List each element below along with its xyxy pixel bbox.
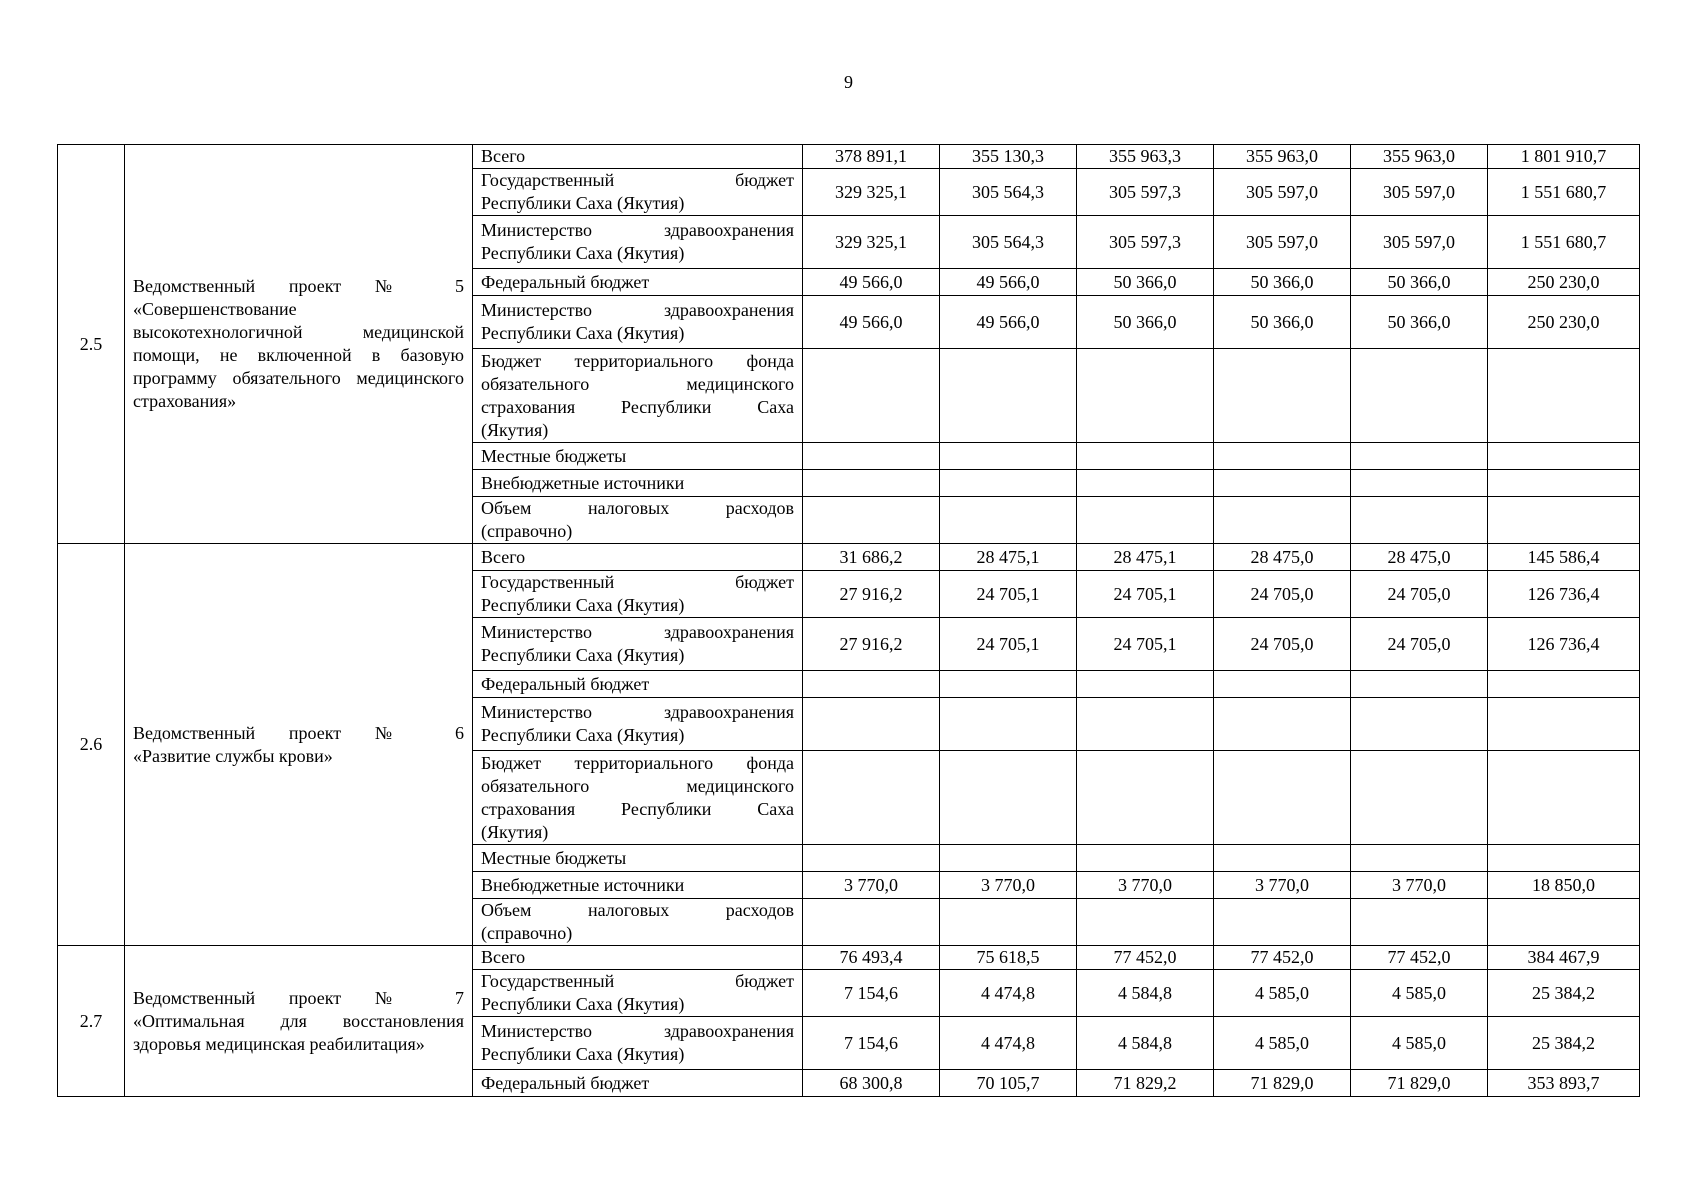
project-description: «Оптимальная для восстановления здоровья медицинская реабилитация» bbox=[133, 1010, 464, 1054]
value-year-1 bbox=[803, 899, 940, 946]
value-year-4: 4 585,0 bbox=[1214, 1017, 1351, 1070]
project-name bbox=[125, 946, 473, 1097]
funding-source bbox=[473, 497, 803, 544]
value-total: 1 801 910,7 bbox=[1488, 145, 1640, 169]
value-year-4: 4 585,0 bbox=[1214, 970, 1351, 1017]
value-year-4: 71 829,0 bbox=[1214, 1070, 1351, 1097]
funding-source-line: Республики Саха (Якутия) bbox=[481, 595, 685, 615]
funding-source bbox=[473, 216, 803, 269]
value-year-5: 4 585,0 bbox=[1351, 970, 1488, 1017]
value-year-3 bbox=[1077, 349, 1214, 443]
funding-source bbox=[473, 571, 803, 618]
value-year-4 bbox=[1214, 470, 1351, 497]
funding-source bbox=[473, 1017, 803, 1070]
value-year-1: 378 891,1 bbox=[803, 145, 940, 169]
value-year-1: 329 325,1 bbox=[803, 216, 940, 269]
value-year-1: 31 686,2 bbox=[803, 544, 940, 571]
value-year-3: 50 366,0 bbox=[1077, 269, 1214, 296]
value-total: 126 736,4 bbox=[1488, 618, 1640, 671]
value-year-2 bbox=[940, 751, 1077, 845]
value-year-3 bbox=[1077, 671, 1214, 698]
value-year-1 bbox=[803, 698, 940, 751]
value-year-5 bbox=[1351, 899, 1488, 946]
value-year-5 bbox=[1351, 497, 1488, 544]
value-year-3 bbox=[1077, 899, 1214, 946]
section-number: 2.5 bbox=[58, 145, 125, 544]
value-total bbox=[1488, 671, 1640, 698]
project-description: «Совершенствование высокотехнологичной медицинской помощи, не включенной в базовую программу обязательного медицинского страхования» bbox=[133, 299, 464, 411]
funding-source-line: Объем налоговых расходов bbox=[481, 498, 794, 518]
table-row bbox=[58, 145, 1640, 169]
value-year-2 bbox=[940, 443, 1077, 470]
value-total: 353 893,7 bbox=[1488, 1070, 1640, 1097]
value-year-4: 305 597,0 bbox=[1214, 216, 1351, 269]
value-year-2: 75 618,5 bbox=[940, 946, 1077, 970]
value-year-2 bbox=[940, 698, 1077, 751]
value-year-3: 50 366,0 bbox=[1077, 296, 1214, 349]
value-year-5 bbox=[1351, 845, 1488, 872]
funding-source-line: (справочно) bbox=[481, 521, 573, 541]
project-title-line: Ведомственный проект № 5 bbox=[133, 276, 464, 296]
value-year-4 bbox=[1214, 349, 1351, 443]
funding-source: Внебюджетные источники bbox=[473, 872, 803, 899]
value-year-5: 71 829,0 bbox=[1351, 1070, 1488, 1097]
value-total bbox=[1488, 443, 1640, 470]
value-year-2: 49 566,0 bbox=[940, 269, 1077, 296]
value-total bbox=[1488, 899, 1640, 946]
value-year-3 bbox=[1077, 845, 1214, 872]
value-year-1 bbox=[803, 470, 940, 497]
value-year-3: 24 705,1 bbox=[1077, 618, 1214, 671]
value-year-3: 77 452,0 bbox=[1077, 946, 1214, 970]
value-year-5: 355 963,0 bbox=[1351, 145, 1488, 169]
project-name bbox=[125, 145, 473, 544]
value-year-4: 24 705,0 bbox=[1214, 618, 1351, 671]
value-year-1 bbox=[803, 751, 940, 845]
funding-source-line: Министерство здравоохранения bbox=[481, 220, 794, 240]
value-year-3: 4 584,8 bbox=[1077, 970, 1214, 1017]
value-year-3 bbox=[1077, 497, 1214, 544]
value-total: 250 230,0 bbox=[1488, 269, 1640, 296]
value-year-2 bbox=[940, 899, 1077, 946]
funding-source bbox=[473, 296, 803, 349]
value-year-4: 3 770,0 bbox=[1214, 872, 1351, 899]
value-year-4 bbox=[1214, 671, 1351, 698]
table-row bbox=[58, 544, 1640, 571]
funding-source-line: (Якутия) bbox=[481, 821, 549, 842]
value-year-3: 3 770,0 bbox=[1077, 872, 1214, 899]
value-year-5: 50 366,0 bbox=[1351, 269, 1488, 296]
funding-source-line: Республики Саха (Якутия) bbox=[481, 193, 685, 213]
value-year-4: 28 475,0 bbox=[1214, 544, 1351, 571]
value-year-2: 24 705,1 bbox=[940, 571, 1077, 618]
section-number: 2.7 bbox=[58, 946, 125, 1097]
value-year-5 bbox=[1351, 349, 1488, 443]
value-year-1: 7 154,6 bbox=[803, 1017, 940, 1070]
value-year-2: 24 705,1 bbox=[940, 618, 1077, 671]
value-total bbox=[1488, 845, 1640, 872]
value-year-3 bbox=[1077, 470, 1214, 497]
funding-source: Всего bbox=[473, 145, 803, 169]
value-year-3: 4 584,8 bbox=[1077, 1017, 1214, 1070]
project-description: «Развитие службы крови» bbox=[133, 745, 333, 766]
value-year-2: 355 130,3 bbox=[940, 145, 1077, 169]
funding-source-line: (Якутия) bbox=[481, 419, 549, 440]
funding-source-line: Республики Саха (Якутия) bbox=[481, 323, 685, 343]
value-total bbox=[1488, 497, 1640, 544]
value-year-4: 24 705,0 bbox=[1214, 571, 1351, 618]
value-year-4: 77 452,0 bbox=[1214, 946, 1351, 970]
value-year-2: 4 474,8 bbox=[940, 970, 1077, 1017]
value-total: 145 586,4 bbox=[1488, 544, 1640, 571]
value-year-1: 329 325,1 bbox=[803, 169, 940, 216]
value-year-1: 3 770,0 bbox=[803, 872, 940, 899]
funding-source bbox=[473, 349, 803, 443]
value-total bbox=[1488, 349, 1640, 443]
funding-source-line: Государственный бюджет bbox=[481, 170, 794, 190]
funding-source-line: обязательного медицинского bbox=[481, 775, 794, 796]
value-year-4: 355 963,0 bbox=[1214, 145, 1351, 169]
value-total: 1 551 680,7 bbox=[1488, 216, 1640, 269]
value-year-4 bbox=[1214, 751, 1351, 845]
value-total: 384 467,9 bbox=[1488, 946, 1640, 970]
section-number: 2.6 bbox=[58, 544, 125, 946]
value-year-2 bbox=[940, 349, 1077, 443]
value-year-2: 28 475,1 bbox=[940, 544, 1077, 571]
funding-source bbox=[473, 698, 803, 751]
value-year-1 bbox=[803, 443, 940, 470]
funding-source: Федеральный бюджет bbox=[473, 1070, 803, 1097]
value-year-3 bbox=[1077, 443, 1214, 470]
project-name bbox=[125, 544, 473, 946]
value-year-1 bbox=[803, 497, 940, 544]
funding-source bbox=[473, 169, 803, 216]
value-total bbox=[1488, 751, 1640, 845]
value-year-2: 305 564,3 bbox=[940, 216, 1077, 269]
value-year-1 bbox=[803, 845, 940, 872]
value-year-4 bbox=[1214, 698, 1351, 751]
value-year-4: 50 366,0 bbox=[1214, 269, 1351, 296]
value-year-4 bbox=[1214, 845, 1351, 872]
table-row bbox=[58, 946, 1640, 970]
value-year-2: 49 566,0 bbox=[940, 296, 1077, 349]
funding-source: Федеральный бюджет bbox=[473, 671, 803, 698]
value-year-5: 3 770,0 bbox=[1351, 872, 1488, 899]
value-year-1 bbox=[803, 349, 940, 443]
value-year-1: 7 154,6 bbox=[803, 970, 940, 1017]
funding-source-line: Республики Саха (Якутия) bbox=[481, 1044, 685, 1064]
funding-source-line: Государственный бюджет bbox=[481, 971, 794, 991]
table-body bbox=[58, 145, 1640, 1097]
value-year-1: 49 566,0 bbox=[803, 296, 940, 349]
funding-source-line: Министерство здравоохранения bbox=[481, 622, 794, 642]
value-year-3 bbox=[1077, 698, 1214, 751]
value-year-3 bbox=[1077, 751, 1214, 845]
funding-source: Федеральный бюджет bbox=[473, 269, 803, 296]
value-year-1: 27 916,2 bbox=[803, 618, 940, 671]
value-year-2: 305 564,3 bbox=[940, 169, 1077, 216]
value-year-3: 28 475,1 bbox=[1077, 544, 1214, 571]
value-year-1: 27 916,2 bbox=[803, 571, 940, 618]
value-year-5: 305 597,0 bbox=[1351, 216, 1488, 269]
funding-source-line: Бюджет территориального фонда bbox=[481, 752, 794, 773]
value-year-5 bbox=[1351, 671, 1488, 698]
funding-source: Местные бюджеты bbox=[473, 845, 803, 872]
funding-source-line: (справочно) bbox=[481, 923, 573, 943]
value-year-1 bbox=[803, 671, 940, 698]
value-total: 126 736,4 bbox=[1488, 571, 1640, 618]
funding-source: Всего bbox=[473, 544, 803, 571]
value-year-5: 77 452,0 bbox=[1351, 946, 1488, 970]
value-year-2: 4 474,8 bbox=[940, 1017, 1077, 1070]
value-year-3: 355 963,3 bbox=[1077, 145, 1214, 169]
funding-source-line: Государственный бюджет bbox=[481, 572, 794, 592]
page-number: 9 bbox=[844, 72, 853, 92]
value-year-3: 305 597,3 bbox=[1077, 216, 1214, 269]
value-total: 1 551 680,7 bbox=[1488, 169, 1640, 216]
value-year-2 bbox=[940, 497, 1077, 544]
value-total: 25 384,2 bbox=[1488, 1017, 1640, 1070]
value-year-5: 4 585,0 bbox=[1351, 1017, 1488, 1070]
funding-source-line: Министерство здравоохранения bbox=[481, 1021, 794, 1041]
funding-source-line: Министерство здравоохранения bbox=[481, 702, 794, 722]
value-total bbox=[1488, 470, 1640, 497]
value-year-5: 50 366,0 bbox=[1351, 296, 1488, 349]
value-year-2: 70 105,7 bbox=[940, 1070, 1077, 1097]
value-year-5 bbox=[1351, 470, 1488, 497]
funding-source: Всего bbox=[473, 946, 803, 970]
project-title-line: Ведомственный проект № 7 bbox=[133, 987, 464, 1008]
funding-source-line: обязательного медицинского bbox=[481, 373, 794, 394]
value-year-5: 28 475,0 bbox=[1351, 544, 1488, 571]
funding-source bbox=[473, 618, 803, 671]
value-year-5: 305 597,0 bbox=[1351, 169, 1488, 216]
value-year-3: 71 829,2 bbox=[1077, 1070, 1214, 1097]
value-total bbox=[1488, 698, 1640, 751]
project-title-line: Ведомственный проект № 6 bbox=[133, 722, 464, 743]
value-year-5 bbox=[1351, 698, 1488, 751]
value-year-2: 3 770,0 bbox=[940, 872, 1077, 899]
funding-source bbox=[473, 899, 803, 946]
funding-source-line: Республики Саха (Якутия) bbox=[481, 994, 685, 1014]
funding-source-line: Бюджет территориального фонда bbox=[481, 350, 794, 371]
funding-source: Внебюджетные источники bbox=[473, 470, 803, 497]
value-year-5: 24 705,0 bbox=[1351, 571, 1488, 618]
value-year-2 bbox=[940, 671, 1077, 698]
value-total: 250 230,0 bbox=[1488, 296, 1640, 349]
funding-source-line: Республики Саха (Якутия) bbox=[481, 243, 685, 263]
value-year-5 bbox=[1351, 751, 1488, 845]
value-total: 25 384,2 bbox=[1488, 970, 1640, 1017]
value-year-1: 49 566,0 bbox=[803, 269, 940, 296]
funding-source bbox=[473, 751, 803, 845]
funding-source bbox=[473, 970, 803, 1017]
funding-source-line: страхования Республики Саха bbox=[481, 798, 794, 819]
value-year-4: 50 366,0 bbox=[1214, 296, 1351, 349]
value-year-3: 24 705,1 bbox=[1077, 571, 1214, 618]
value-total: 18 850,0 bbox=[1488, 872, 1640, 899]
funding-source-line: Республики Саха (Якутия) bbox=[481, 725, 685, 745]
budget-table bbox=[57, 144, 1640, 1097]
value-year-5: 24 705,0 bbox=[1351, 618, 1488, 671]
funding-source-line: Республики Саха (Якутия) bbox=[481, 645, 685, 665]
value-year-4 bbox=[1214, 497, 1351, 544]
funding-source-line: Министерство здравоохранения bbox=[481, 300, 794, 320]
value-year-4 bbox=[1214, 899, 1351, 946]
value-year-4 bbox=[1214, 443, 1351, 470]
value-year-4: 305 597,0 bbox=[1214, 169, 1351, 216]
value-year-1: 68 300,8 bbox=[803, 1070, 940, 1097]
funding-source: Местные бюджеты bbox=[473, 443, 803, 470]
funding-source-line: Объем налоговых расходов bbox=[481, 900, 794, 920]
value-year-3: 305 597,3 bbox=[1077, 169, 1214, 216]
value-year-2 bbox=[940, 470, 1077, 497]
value-year-1: 76 493,4 bbox=[803, 946, 940, 970]
funding-source-line: страхования Республики Саха bbox=[481, 396, 794, 417]
value-year-5 bbox=[1351, 443, 1488, 470]
value-year-2 bbox=[940, 845, 1077, 872]
